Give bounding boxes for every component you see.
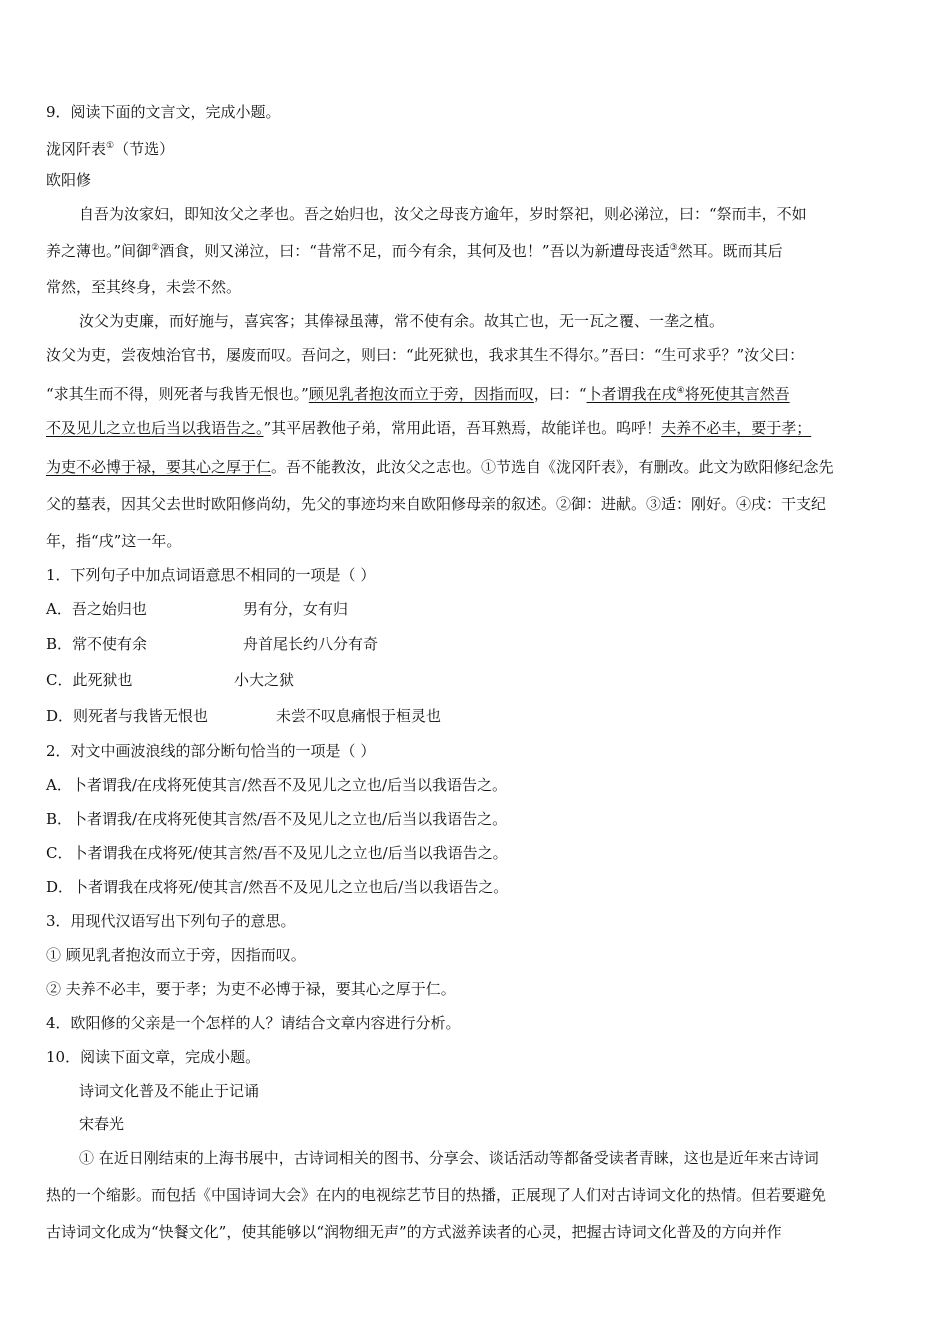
q9-p1-text: 酒食，则又涕泣，曰：“昔常不足，而今有余，其何及也！”吾以为新遭母丧适 xyxy=(159,242,670,260)
q9-p2-line xyxy=(46,418,811,438)
q9-underlined-sentence: 为吏不必博于禄，要其心之厚于仁 xyxy=(46,458,272,476)
q9-p1-line: 常然，至其终身，未尝不然。 xyxy=(46,278,242,296)
q9-author: 欧阳修 xyxy=(46,171,92,189)
q9-underlined-sentence: 顾见乳者抱汝而立于旁，因指而叹 xyxy=(308,385,534,403)
sub2-option-c: C．卜者谓我在戌将死/使其言然/吾不及见儿之立也/后当以我语告之。 xyxy=(46,844,508,862)
q10-p1-line: 热的一个缩影。而包括《中国诗词大会》在内的电视综艺节目的热播，正展现了人们对古诗词文化的热情。但若要避免 xyxy=(46,1186,827,1204)
q9-p2-text: 。吾不能教汝，此汝父之志也。①节选自《泷冈阡表》，有删改。此文为欧阳修纪念先 xyxy=(271,458,834,476)
sub2-stem: 2．对文中画波浪线的部分断句恰当的一项是（ ） xyxy=(46,742,376,760)
sub1-stem: 1．下列句子中加点词语意思不相同的一项是（ ） xyxy=(46,566,376,584)
sub2-option-a: A．卜者谓我/在戌将死使其言/然吾不及见儿之立也/后当以我语告之。 xyxy=(46,776,507,794)
q9-title-footnote: ① xyxy=(106,141,115,151)
sub1-option-c: C．此死狱也 xyxy=(46,671,133,689)
sub1-option-b: B．常不使有余 xyxy=(46,635,148,653)
sub1-option-a: A．吾之始归也 xyxy=(46,600,147,618)
q9-footnote-2: ② xyxy=(151,243,160,253)
q9-p1-line xyxy=(46,238,783,261)
sub4-stem: 4．欧阳修的父亲是一个怎样的人？请结合文章内容进行分析。 xyxy=(46,1014,461,1032)
sub2-option-d: D．卜者谓我在戌将死/使其言/然吾不及见儿之立也后/当以我语告之。 xyxy=(46,878,509,896)
sub3-stem: 3．用现代汉语写出下列句子的意思。 xyxy=(46,912,296,930)
sub1-option-c-compare: 小大之狱 xyxy=(234,671,295,689)
q10-p1-line: 古诗词文化成为“快餐文化”，使其能够以“润物细无声”的方式滋养读者的心灵，把握古诗词文化普及的方向并作 xyxy=(46,1223,782,1241)
q10-heading: 10．阅读下面文章，完成小题。 xyxy=(46,1048,261,1066)
q9-p2-text: ，曰：“ xyxy=(533,385,587,403)
q9-p1-line: 自吾为汝家妇，即知汝父之孝也。吾之始归也，汝父之母丧方逾年，岁时祭祀，则必涕泣，曰：“祭而丰，不如 xyxy=(79,205,807,223)
q9-p2-line: 汝父为吏，尝夜烛治官书，屡废而叹。吾问之，则曰：“此死狱也，我求其生不得尔。”吾曰：“生可求乎？”汝父曰： xyxy=(46,346,805,364)
q10-p1-line: ① 在近日刚结束的上海书展中，古诗词相关的图书、分享会、谈话活动等都备受读者青睐，这也是近年来古诗词 xyxy=(79,1149,819,1167)
q9-p2-line: 父的墓表，因其父去世时欧阳修尚幼，先父的事迹均来自欧阳修母亲的叙述。②御：进献。③适：刚好。④戌：干支纪 xyxy=(46,495,827,513)
q9-wavy-text: 不及见儿之立也后当以我语告之。 xyxy=(46,419,264,437)
q9-p2-line xyxy=(46,457,834,477)
q9-title-text: 泷冈阡表 xyxy=(46,140,107,158)
q9-wavy-text: 卜者谓我在戌 xyxy=(586,385,677,403)
sub3-item-1: ① 顾见乳者抱汝而立于旁，因指而叹。 xyxy=(46,946,306,964)
sub1-option-d-compare: 未尝不叹息痛恨于桓灵也 xyxy=(276,707,442,725)
q9-p2-text: “求其生而不得，则死者与我皆无恨也。” xyxy=(46,385,309,403)
q9-p2-text: ”其平居教他子弟，常用此语，吾耳熟焉，故能详也。呜呼！ xyxy=(263,419,662,437)
sub3-item-2: ② 夫养不必丰，要于孝；为吏不必博于禄，要其心之厚于仁。 xyxy=(46,980,456,998)
q9-footnote-3: ③ xyxy=(669,243,678,253)
q9-footnote-4: ④ xyxy=(676,386,685,396)
sub1-option-b-compare: 舟首尾长约八分有奇 xyxy=(243,635,379,653)
q9-p2-line: 汝父为吏廉，而好施与，喜宾客；其俸禄虽薄，常不使有余。故其亡也，无一瓦之覆、一垄之植。 xyxy=(79,312,725,330)
q9-p2-line xyxy=(46,381,790,404)
sub1-option-d: D．则死者与我皆无恨也 xyxy=(46,707,209,725)
sub1-option-a-compare: 男有分，女有归 xyxy=(243,600,349,618)
q9-p1-text: 然耳。既而其后 xyxy=(677,242,783,260)
q9-p2-line: 年，指“戌”这一年。 xyxy=(46,532,182,550)
q9-p1-text: 养之薄也。”间御 xyxy=(46,242,152,260)
q9-title-suffix: （节选） xyxy=(114,140,175,158)
q9-wavy-line-part xyxy=(587,385,790,403)
q9-wavy-text: 将死使其言然吾 xyxy=(684,385,790,403)
q9-underlined-sentence: 夫养不必丰，要于孝； xyxy=(661,419,812,437)
q10-author: 宋春光 xyxy=(79,1115,125,1133)
q10-title: 诗词文化普及不能止于记诵 xyxy=(79,1082,260,1100)
sub2-option-b: B．卜者谓我/在戌将死使其言然/吾不及见儿之立也/后当以我语告之。 xyxy=(46,810,508,828)
q9-title xyxy=(46,136,174,159)
q9-heading: 9．阅读下面的文言文，完成小题。 xyxy=(46,103,281,121)
